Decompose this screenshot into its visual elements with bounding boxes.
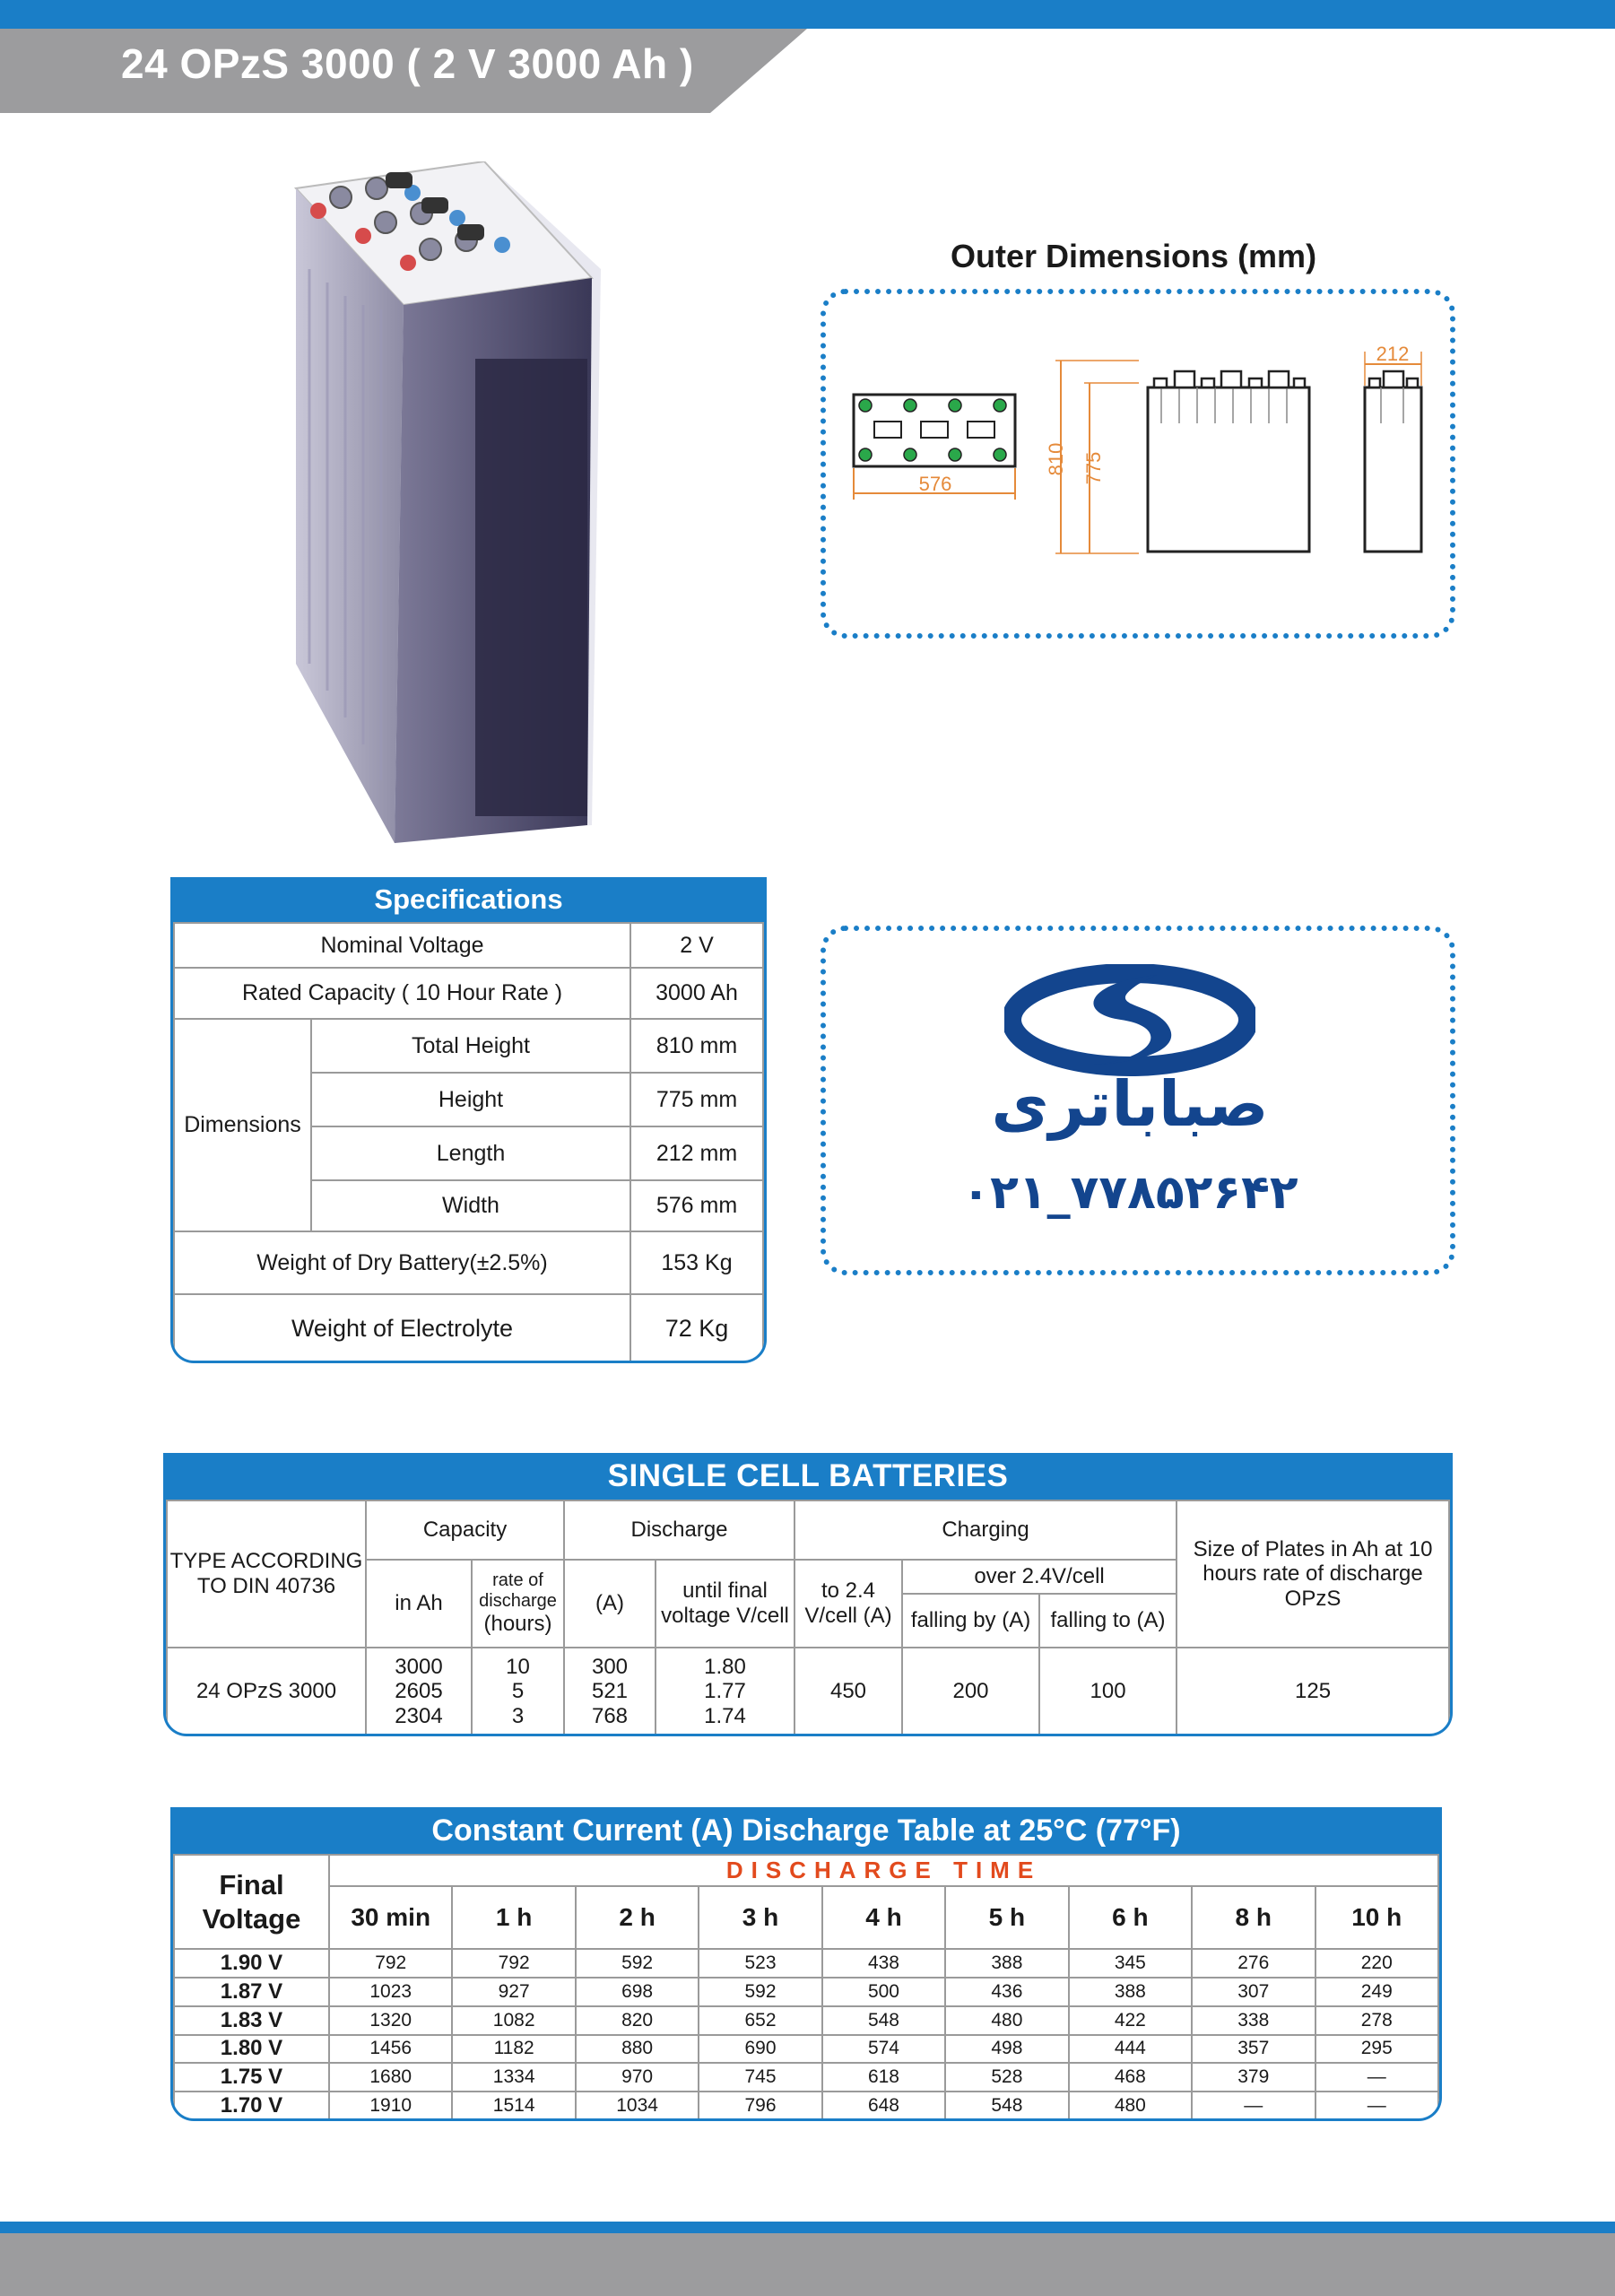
discharge-value-cell: 249 [1315, 1978, 1439, 2006]
discharge-value-cell: 438 [822, 1949, 945, 1978]
discharge-row [174, 1949, 1438, 1978]
rated-capacity-label: Rated Capacity ( 10 Hour Rate ) [174, 968, 630, 1019]
to-24-header: to 2.4 V/cell (A) [794, 1560, 902, 1648]
current-value: 300 [591, 1654, 629, 1679]
discharge-row [174, 2035, 1438, 2064]
final-voltage-cell: 1.83 V [174, 2006, 329, 2035]
dimension-drawing [821, 289, 1455, 639]
in-ah-header: in Ah [366, 1560, 472, 1648]
rate-of-discharge-text: rate of discharge [479, 1570, 557, 1612]
rate-value: 10 [506, 1654, 530, 1679]
discharge-column-header: 1 h [452, 1886, 575, 1949]
discharge-column-header: 30 min [329, 1886, 452, 1949]
final-voltage-cell: 1.87 V [174, 1978, 329, 2006]
discharge-value-cell: 792 [452, 1949, 575, 1978]
total-height-label: Total Height [311, 1019, 630, 1073]
discharge-row [174, 2006, 1438, 2035]
rate-of-discharge-header [472, 1560, 564, 1648]
discharge-value-cell: 528 [945, 2063, 1068, 2092]
discharge-value-cell: 338 [1192, 2006, 1315, 2035]
discharge-value-cell: 523 [699, 1949, 821, 1978]
specifications-title: Specifications [173, 877, 764, 922]
to-24-value: 450 [794, 1648, 902, 1735]
discharge-value-cell: 345 [1069, 1949, 1192, 1978]
final-voltage-header: Final Voltage [174, 1855, 329, 1949]
discharge-table [170, 1807, 1442, 2121]
discharge-header: Discharge [564, 1500, 794, 1560]
discharge-column-header: 3 h [699, 1886, 821, 1949]
discharge-value-cell: 220 [1315, 1949, 1439, 1978]
height-label: Height [311, 1073, 630, 1126]
discharge-value-cell: 820 [576, 2006, 699, 2035]
discharge-value-cell: 1456 [329, 2035, 452, 2064]
discharge-value-cell: 444 [1069, 2035, 1192, 2064]
discharge-value-cell: 970 [576, 2063, 699, 2092]
width-dimension-label: 576 [918, 473, 952, 495]
discharge-value-cell: 436 [945, 1978, 1068, 2006]
rate-value: 5 [511, 1679, 525, 1704]
plates-header: Size of Plates in Ah at 10 hours rate of discharge OPzS [1177, 1500, 1449, 1648]
discharge-table-title: Constant Current (A) Discharge Table at 25°C (77°F) [173, 1807, 1439, 1854]
discharge-row [174, 2063, 1438, 2092]
discharge-value-cell: — [1315, 2092, 1439, 2120]
voltage-value: 1.74 [704, 1703, 746, 1728]
discharge-value-cell: 880 [576, 2035, 699, 2064]
capacity-header: Capacity [366, 1500, 564, 1560]
discharge-value-cell: 1320 [329, 2006, 452, 2035]
charging-header: Charging [794, 1500, 1177, 1560]
brand-name: صباباتری [991, 1067, 1269, 1141]
length-dimension-label: 212 [1376, 343, 1410, 365]
current-value: 768 [591, 1703, 629, 1728]
discharge-value-cell: 468 [1069, 2063, 1192, 2092]
falling-to-header: falling to (A) [1039, 1594, 1177, 1648]
final-voltage-cell: 1.75 V [174, 2063, 329, 2092]
single-cell-table [163, 1453, 1453, 1736]
over-24-header: over 2.4V/cell [902, 1560, 1177, 1594]
side-view [1365, 352, 1421, 552]
discharge-value-cell: 548 [822, 2006, 945, 2035]
discharge-value-cell: — [1315, 2063, 1439, 2092]
current-value: 521 [591, 1679, 629, 1704]
page-title: 24 OPzS 3000 ( 2 V 3000 Ah ) [121, 40, 694, 87]
width-label: Width [311, 1180, 630, 1231]
height-dimension-label: 775 [1082, 451, 1105, 485]
discharge-value-cell: 1514 [452, 2092, 575, 2120]
discharge-value-cell: 548 [945, 2092, 1068, 2120]
nominal-voltage-value: 2 V [630, 923, 763, 968]
final-voltage-cell: 1.70 V [174, 2092, 329, 2120]
width-value: 576 mm [630, 1180, 763, 1231]
outer-dimensions-title: Outer Dimensions (mm) [951, 238, 1317, 274]
discharge-value-cell: 796 [699, 2092, 821, 2120]
discharge-value-cell: 652 [699, 2006, 821, 2035]
single-cell-title: SINGLE CELL BATTERIES [166, 1453, 1450, 1500]
discharge-value-cell: 500 [822, 1978, 945, 2006]
discharge-value-cell: 927 [452, 1978, 575, 2006]
discharge-row [174, 1978, 1438, 2006]
discharge-value-cell: 276 [1192, 1949, 1315, 1978]
discharge-value-cell: 1182 [452, 2035, 575, 2064]
total-height-dimension-label: 810 [1045, 442, 1067, 476]
discharge-value-cell: 592 [576, 1949, 699, 1978]
amps-header: (A) [564, 1560, 656, 1648]
discharge-time-header: DISCHARGE TIME [329, 1855, 1438, 1886]
discharge-column-header: 4 h [822, 1886, 945, 1949]
electrolyte-value: 72 Kg [630, 1294, 763, 1362]
discharge-value-cell: 618 [822, 2063, 945, 2092]
discharge-value-cell: 498 [945, 2035, 1068, 2064]
discharge-value-cell: 278 [1315, 2006, 1439, 2035]
dry-weight-value: 153 Kg [630, 1231, 763, 1294]
footer-accent-bar [0, 2222, 1615, 2233]
falling-to-value: 100 [1039, 1648, 1177, 1735]
falling-by-header: falling by (A) [902, 1594, 1039, 1648]
capacity-value: 2304 [395, 1703, 443, 1728]
discharge-column-header: 5 h [945, 1886, 1068, 1949]
electrolyte-label: Weight of Electrolyte [174, 1294, 630, 1362]
top-accent-bar [0, 0, 1615, 29]
rated-capacity-value: 3000 Ah [630, 968, 763, 1019]
discharge-value-cell: 295 [1315, 2035, 1439, 2064]
hours-text: (hours) [483, 1612, 552, 1637]
discharge-value-cell: 422 [1069, 2006, 1192, 2035]
discharge-value-cell: 592 [699, 1978, 821, 2006]
capacity-value: 2605 [395, 1679, 443, 1704]
voltages-cell [656, 1648, 794, 1735]
discharge-value-cell: 574 [822, 2035, 945, 2064]
until-final-header: until final voltage V/cell [656, 1560, 794, 1648]
discharge-value-cell: 357 [1192, 2035, 1315, 2064]
battery-image [278, 161, 619, 843]
dimensions-label: Dimensions [174, 1019, 311, 1231]
brand-logo-mark [1004, 964, 1255, 1076]
discharge-value-cell: 388 [1069, 1978, 1192, 2006]
discharge-column-header: 6 h [1069, 1886, 1192, 1949]
discharge-value-cell: 792 [329, 1949, 452, 1978]
nominal-voltage-label: Nominal Voltage [174, 923, 630, 968]
length-label: Length [311, 1126, 630, 1180]
discharge-value-cell: 698 [576, 1978, 699, 2006]
discharge-value-cell: 388 [945, 1949, 1068, 1978]
discharge-value-cell: 480 [945, 2006, 1068, 2035]
total-height-value: 810 mm [630, 1019, 763, 1073]
height-value: 775 mm [630, 1073, 763, 1126]
discharge-value-cell: 1023 [329, 1978, 452, 2006]
discharge-value-cell: 480 [1069, 2092, 1192, 2120]
discharge-value-cell: 1034 [576, 2092, 699, 2120]
type-header: TYPE ACCORDING TO DIN 40736 [167, 1500, 366, 1648]
length-value: 212 mm [630, 1126, 763, 1180]
type-value: 24 OPzS 3000 [167, 1648, 366, 1735]
discharge-value-cell: 1334 [452, 2063, 575, 2092]
discharge-value-cell: 1910 [329, 2092, 452, 2120]
plates-value: 125 [1177, 1648, 1449, 1735]
phone-number: ۰۲۱_۷۷۸۵۲۶۴۲ [961, 1166, 1298, 1220]
rate-value: 3 [511, 1703, 525, 1728]
discharge-value-cell: 1082 [452, 2006, 575, 2035]
discharge-column-header: 2 h [576, 1886, 699, 1949]
specifications-table [170, 877, 767, 1363]
discharge-value-cell: 648 [822, 2092, 945, 2120]
discharge-value-cell: 1680 [329, 2063, 452, 2092]
discharge-value-cell: 307 [1192, 1978, 1315, 2006]
discharge-column-header: 10 h [1315, 1886, 1439, 1949]
rates-cell [472, 1648, 564, 1735]
footer-bar [0, 2233, 1615, 2296]
discharge-value-cell: 745 [699, 2063, 821, 2092]
voltage-value: 1.77 [704, 1679, 746, 1704]
discharge-value-cell: — [1192, 2092, 1315, 2120]
discharge-value-cell: 379 [1192, 2063, 1315, 2092]
currents-cell [564, 1648, 656, 1735]
discharge-value-cell: 690 [699, 2035, 821, 2064]
voltage-value: 1.80 [704, 1654, 746, 1679]
final-voltage-cell: 1.90 V [174, 1949, 329, 1978]
final-voltage-cell: 1.80 V [174, 2035, 329, 2064]
discharge-row [174, 2092, 1438, 2120]
capacities-cell [366, 1648, 472, 1735]
discharge-column-header: 8 h [1192, 1886, 1315, 1949]
dry-weight-label: Weight of Dry Battery(±2.5%) [174, 1231, 630, 1294]
capacity-value: 3000 [395, 1654, 443, 1679]
falling-by-value: 200 [902, 1648, 1039, 1735]
